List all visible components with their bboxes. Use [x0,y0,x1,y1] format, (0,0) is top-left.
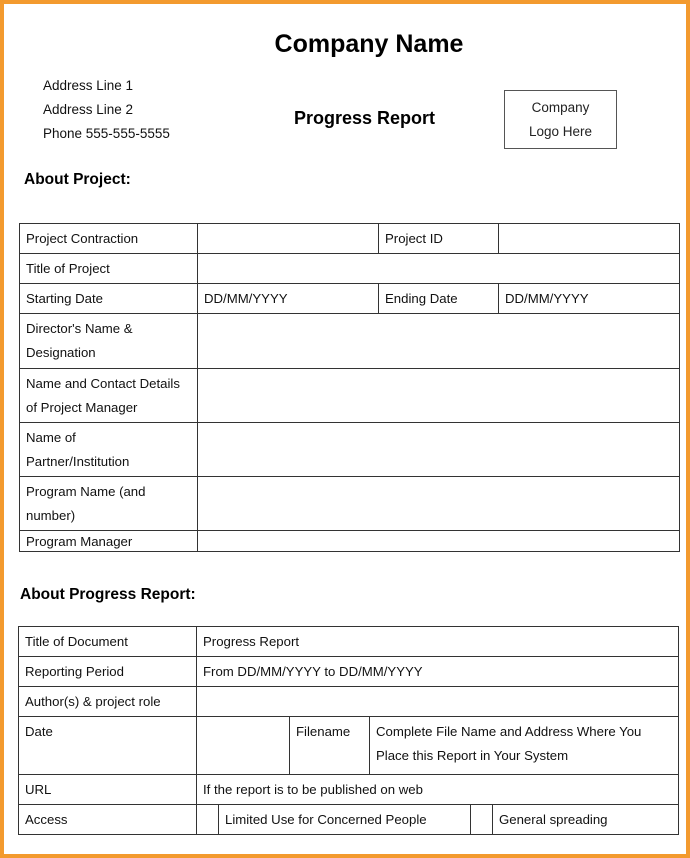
filename-label: Filename [290,717,370,775]
starting-date-field[interactable]: DD/MM/YYYY [198,284,379,314]
project-contraction-label: Project Contraction [20,224,198,254]
about-progress-report-heading: About Progress Report: [20,586,196,603]
address-line-2: Address Line 2 [43,102,134,117]
authors-field[interactable] [197,687,679,717]
ending-date-field[interactable]: DD/MM/YYYY [499,284,680,314]
director-label [20,314,198,369]
table-row [20,254,680,284]
project-manager-label-line-1: Name and Contact Details [26,376,180,391]
program-name-label-line-1: Program Name (and [26,484,146,499]
program-name-label-line-2: number) [26,508,76,523]
director-label-line-2: Designation [26,345,96,360]
limited-use-option: Limited Use for Concerned People [219,805,471,835]
company-name: Company Name [274,30,464,58]
phone-number: Phone 555-555-5555 [43,126,170,141]
program-name-field[interactable] [198,477,680,531]
general-spreading-checkbox[interactable] [471,805,493,835]
limited-use-checkbox[interactable] [197,805,219,835]
filename-text-line-1: Complete File Name and Address Where You [376,724,642,739]
table-row [19,775,679,805]
address-line-1: Address Line 1 [43,78,134,93]
project-title-field[interactable] [198,254,680,284]
document-title-field[interactable]: Progress Report [197,627,679,657]
partner-label-line-1: Name of [26,430,76,445]
access-label: Access [19,805,197,835]
program-name-label [20,477,198,531]
table-row [19,627,679,657]
table-row [20,369,680,423]
logo-text-line-1: Company [531,99,590,115]
director-field[interactable] [198,314,680,369]
about-progress-report-table [18,626,679,835]
about-project-table [19,223,680,552]
project-manager-label-line-2: of Project Manager [26,400,138,415]
partner-label-line-2: Partner/Institution [26,454,130,469]
about-project-heading: About Project: [24,171,131,188]
address-block [43,74,170,146]
table-row [20,531,680,552]
project-id-label: Project ID [379,224,499,254]
project-title-label: Title of Project [20,254,198,284]
url-field[interactable]: If the report is to be published on web [197,775,679,805]
url-label: URL [19,775,197,805]
project-contraction-field[interactable] [198,224,379,254]
partner-field[interactable] [198,423,680,477]
reporting-period-label: Reporting Period [19,657,197,687]
report-title: Progress Report [294,108,436,128]
table-row [20,224,680,254]
filename-field[interactable] [370,717,679,775]
logo-text-line-2: Logo Here [528,123,593,139]
partner-label [20,423,198,477]
table-row [19,717,679,775]
authors-label: Author(s) & project role [19,687,197,717]
table-row [20,314,680,369]
filename-text-line-2: Place this Report in Your System [376,748,569,763]
project-manager-label [20,369,198,423]
table-row [19,805,679,835]
director-label-line-1: Director's Name & [26,321,133,336]
date-field[interactable] [197,717,290,775]
table-row [20,423,680,477]
company-logo-placeholder [504,90,617,149]
table-row [19,657,679,687]
table-row [19,687,679,717]
general-spreading-option: General spreading [493,805,679,835]
table-row [20,477,680,531]
program-manager-label: Program Manager [20,531,198,552]
project-id-field[interactable] [499,224,680,254]
document-title-label: Title of Document [19,627,197,657]
reporting-period-field[interactable]: From DD/MM/YYYY to DD/MM/YYYY [197,657,679,687]
program-manager-field[interactable] [198,531,680,552]
starting-date-label: Starting Date [20,284,198,314]
date-label: Date [19,717,197,775]
project-manager-field[interactable] [198,369,680,423]
ending-date-label: Ending Date [379,284,499,314]
table-row [20,284,680,314]
